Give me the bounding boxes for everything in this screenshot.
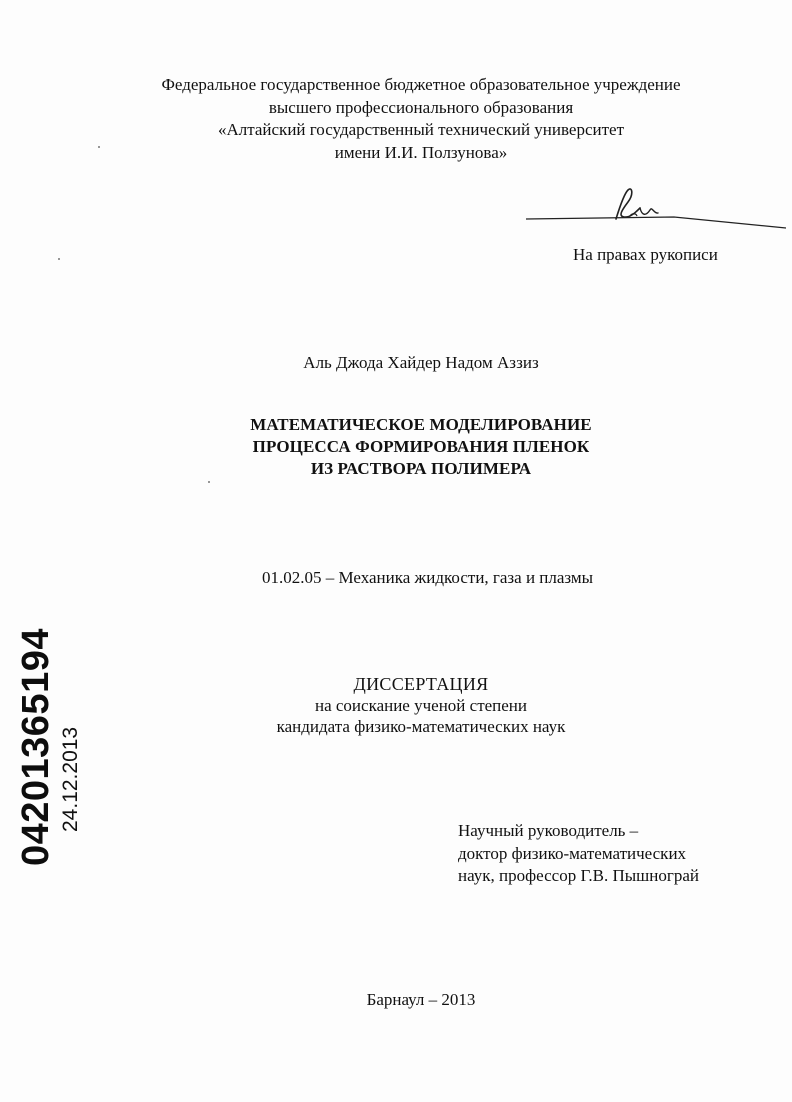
institution-line: «Алтайский государственный технический университет bbox=[217, 120, 625, 139]
supervisor-line: Научный руководитель – bbox=[458, 821, 639, 840]
institution-line: имени И.И. Ползунова» bbox=[334, 142, 508, 162]
title-line: ИЗ РАСТВОРА ПОЛИМЕРА bbox=[310, 459, 532, 478]
institution-header bbox=[0, 74, 792, 164]
degree-line: на соискание ученой степени bbox=[314, 696, 528, 715]
handwritten-signature-icon bbox=[524, 186, 786, 236]
title-line: ПРОЦЕССА ФОРМИРОВАНИЯ ПЛЕНОК bbox=[252, 437, 590, 456]
document-type: ДИССЕРТАЦИЯ bbox=[353, 674, 489, 694]
library-stamp bbox=[6, 628, 86, 872]
scan-speck bbox=[98, 146, 100, 148]
supervisor-line: доктор физико-математических bbox=[458, 843, 687, 863]
manuscript-rights-note: На правах рукописи bbox=[573, 245, 718, 264]
city-year: Барнаул – 2013 bbox=[366, 990, 476, 1009]
scan-speck bbox=[208, 481, 210, 483]
specialty-code: 01.02.05 – Механика жидкости, газа и плазмы bbox=[262, 568, 594, 587]
title-line: МАТЕМАТИЧЕСКОЕ МОДЕЛИРОВАНИЕ bbox=[250, 415, 592, 434]
supervisor-block bbox=[458, 820, 699, 888]
stamp-date: 24.12.2013 bbox=[59, 726, 82, 832]
institution-line: высшего профессионального образования bbox=[268, 97, 574, 117]
degree-line: кандидата физико-математических наук bbox=[276, 717, 566, 736]
author-name: Аль Джода Хайдер Надом Аззиз bbox=[303, 353, 539, 372]
degree-block bbox=[0, 674, 792, 737]
supervisor-line: наук, профессор Г.В. Пышнограй bbox=[458, 866, 699, 885]
dissertation-title bbox=[0, 414, 792, 480]
institution-line: Федеральное государственное бюджетное образовательное учреждение bbox=[161, 75, 681, 94]
scan-speck bbox=[58, 258, 60, 260]
stamp-number: 04201365194 bbox=[15, 628, 57, 866]
